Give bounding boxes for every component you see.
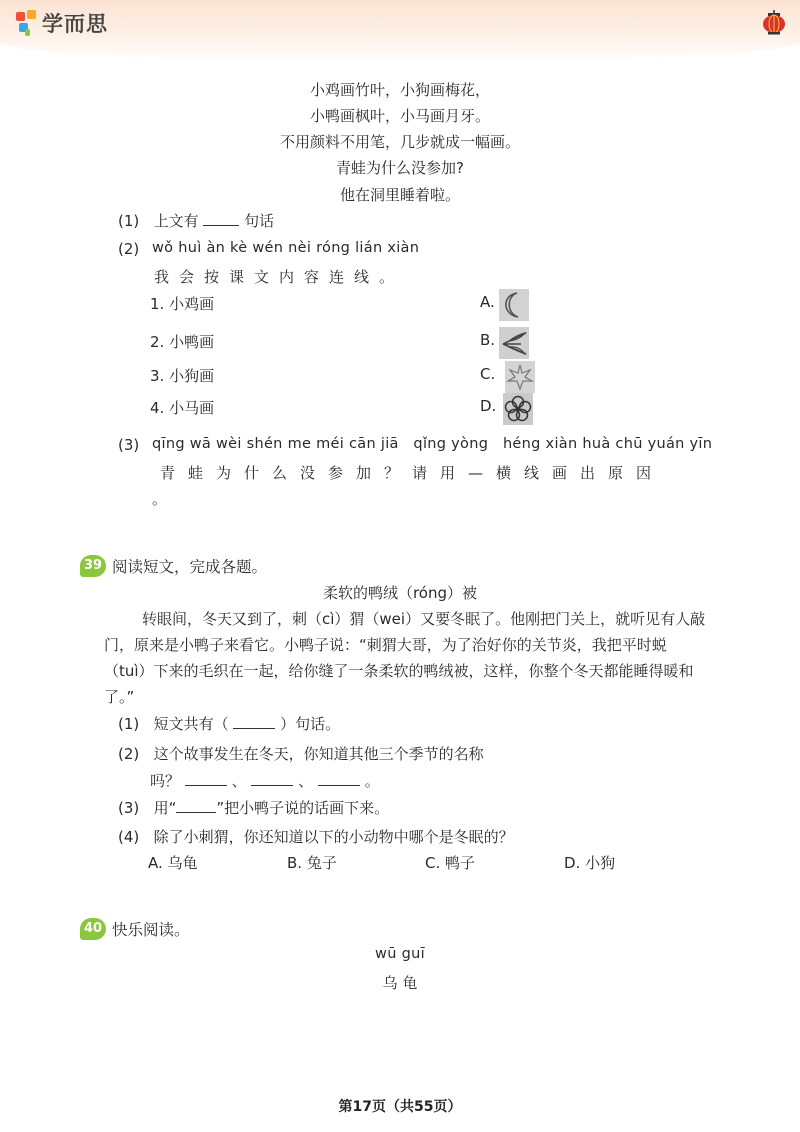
logo-text: 学而思 — [42, 12, 108, 36]
separator: 、 — [231, 772, 247, 790]
page-number: 第17页（共55页） — [338, 1099, 462, 1115]
q39-sub3-text-after: ”把小鸭子说的话画下来。 — [216, 799, 390, 817]
period: 。 — [364, 772, 380, 790]
option-d[interactable]: D. 小狗 — [564, 854, 616, 872]
question-badge-39: 39 — [80, 555, 106, 577]
q38-sub2-pinyin: wǒ huì àn kè wén nèi róng lián xiàn — [152, 240, 420, 256]
story-line: 转眼间，冬天又到了，刺（cì）猬（wei）又要冬眠了。他刚把门关上，就听见有人敲 — [142, 610, 706, 628]
option-c[interactable]: C. 鸭子 — [425, 854, 476, 872]
match-right-label: A. — [480, 293, 495, 311]
poem-line: 小鸡画竹叶，小狗画梅花， — [309, 81, 490, 99]
sub-number: (1) — [118, 212, 140, 230]
story-title: 柔软的鸭绒（róng）被 — [322, 584, 478, 602]
sub-number: (4) — [118, 828, 140, 846]
q39-sub2-text2: 吗？ — [150, 772, 181, 790]
answer-blank[interactable] — [233, 714, 275, 729]
story-line: 了。” — [104, 688, 135, 706]
q40-title: 快乐阅读。 — [112, 921, 190, 939]
bamboo-leaf-icon[interactable] — [499, 327, 529, 359]
answer-blank[interactable] — [318, 771, 360, 786]
match-right-label: C. — [480, 365, 496, 383]
q38-sub2-number: (2) — [118, 240, 140, 258]
q38-sub1-text: 上文有 — [153, 212, 199, 230]
page-header — [0, 0, 800, 62]
match-left-item[interactable]: 4. 小马画 — [150, 399, 215, 417]
poem-line: 他在洞里睡着啦。 — [339, 186, 460, 204]
q39-sub2-line2 — [150, 770, 380, 791]
option-a[interactable]: A. 乌龟 — [148, 854, 198, 872]
question-badge-40: 40 — [80, 918, 106, 940]
q38-sub3-pinyin: qīng wā wèi shén me méi cān jiā qǐng yòng héng xiàn huà chū yuán yīn — [152, 436, 713, 452]
q38-sub3-end: 。 — [152, 490, 168, 508]
story-paragraph — [104, 606, 712, 710]
sub-number: (2) — [118, 745, 140, 763]
sub-number: (1) — [118, 715, 140, 733]
match-right-label: D. — [480, 397, 497, 415]
q39-title: 阅读短文，完成各题。 — [112, 558, 268, 576]
match-left-item[interactable]: 3. 小狗画 — [150, 367, 215, 385]
q40-hanzi: 乌 龟 — [382, 974, 418, 992]
match-left-item[interactable]: 1. 小鸡画 — [150, 295, 215, 313]
poem-line: 不用颜料不用笔，几步就成一幅画。 — [279, 133, 520, 151]
q39-sub1-text-after: ）句话。 — [280, 715, 341, 733]
sub-number: (3) — [118, 799, 140, 817]
q38-sub3-hanzi: 青蛙为什么没参加？请用—横线画出原因 — [160, 464, 665, 482]
q39-sub2 — [118, 743, 484, 764]
maple-leaf-icon[interactable] — [505, 361, 535, 393]
q38-sub2-hanzi: 我会按课文内容连线。 — [154, 268, 405, 286]
q39-sub4 — [118, 826, 514, 847]
q38-sub1-text-after: 句话 — [244, 212, 275, 230]
q38-sub1 — [118, 210, 274, 231]
q40-pinyin: wū guī — [375, 946, 425, 962]
answer-blank[interactable] — [185, 771, 227, 786]
story-line: 门，原来是小鸭子来看它。小鸭子说：“刺猬大哥，为了治好你的关节炎，我把平时蜕 — [104, 636, 667, 654]
q39-sub2-text: 这个故事发生在冬天，你知道其他三个季节的名称 — [153, 745, 484, 763]
answer-blank[interactable] — [176, 798, 216, 813]
poem-line: 青蛙为什么没参加? — [336, 159, 464, 177]
q39-sub3 — [118, 797, 389, 818]
crescent-moon-icon[interactable] — [499, 289, 529, 321]
match-right-label: B. — [480, 331, 496, 349]
q39-sub3-text: 用“ — [153, 799, 177, 817]
option-b[interactable]: B. 兔子 — [287, 854, 337, 872]
answer-blank[interactable] — [203, 211, 239, 226]
q39-sub1 — [118, 713, 340, 734]
separator: 、 — [298, 772, 314, 790]
answer-blank[interactable] — [251, 771, 293, 786]
match-left-item[interactable]: 2. 小鸭画 — [150, 333, 215, 351]
logo-mark-icon — [16, 10, 38, 36]
q38-sub3-number: (3) — [118, 436, 140, 454]
lantern-icon — [762, 10, 786, 36]
plum-flower-icon[interactable] — [503, 393, 533, 425]
q39-sub1-text: 短文共有（ — [153, 715, 229, 733]
story-line: （tuì）下来的毛织在一起，给你缝了一条柔软的鸭绒被，这样，你整个冬天都能睡得暖和 — [104, 662, 694, 680]
brand-logo — [16, 8, 108, 38]
q39-sub4-text: 除了小刺猬，你还知道以下的小动物中哪个是冬眠的？ — [153, 828, 514, 846]
poem-line: 小鸭画枫叶，小马画月牙。 — [309, 107, 490, 125]
